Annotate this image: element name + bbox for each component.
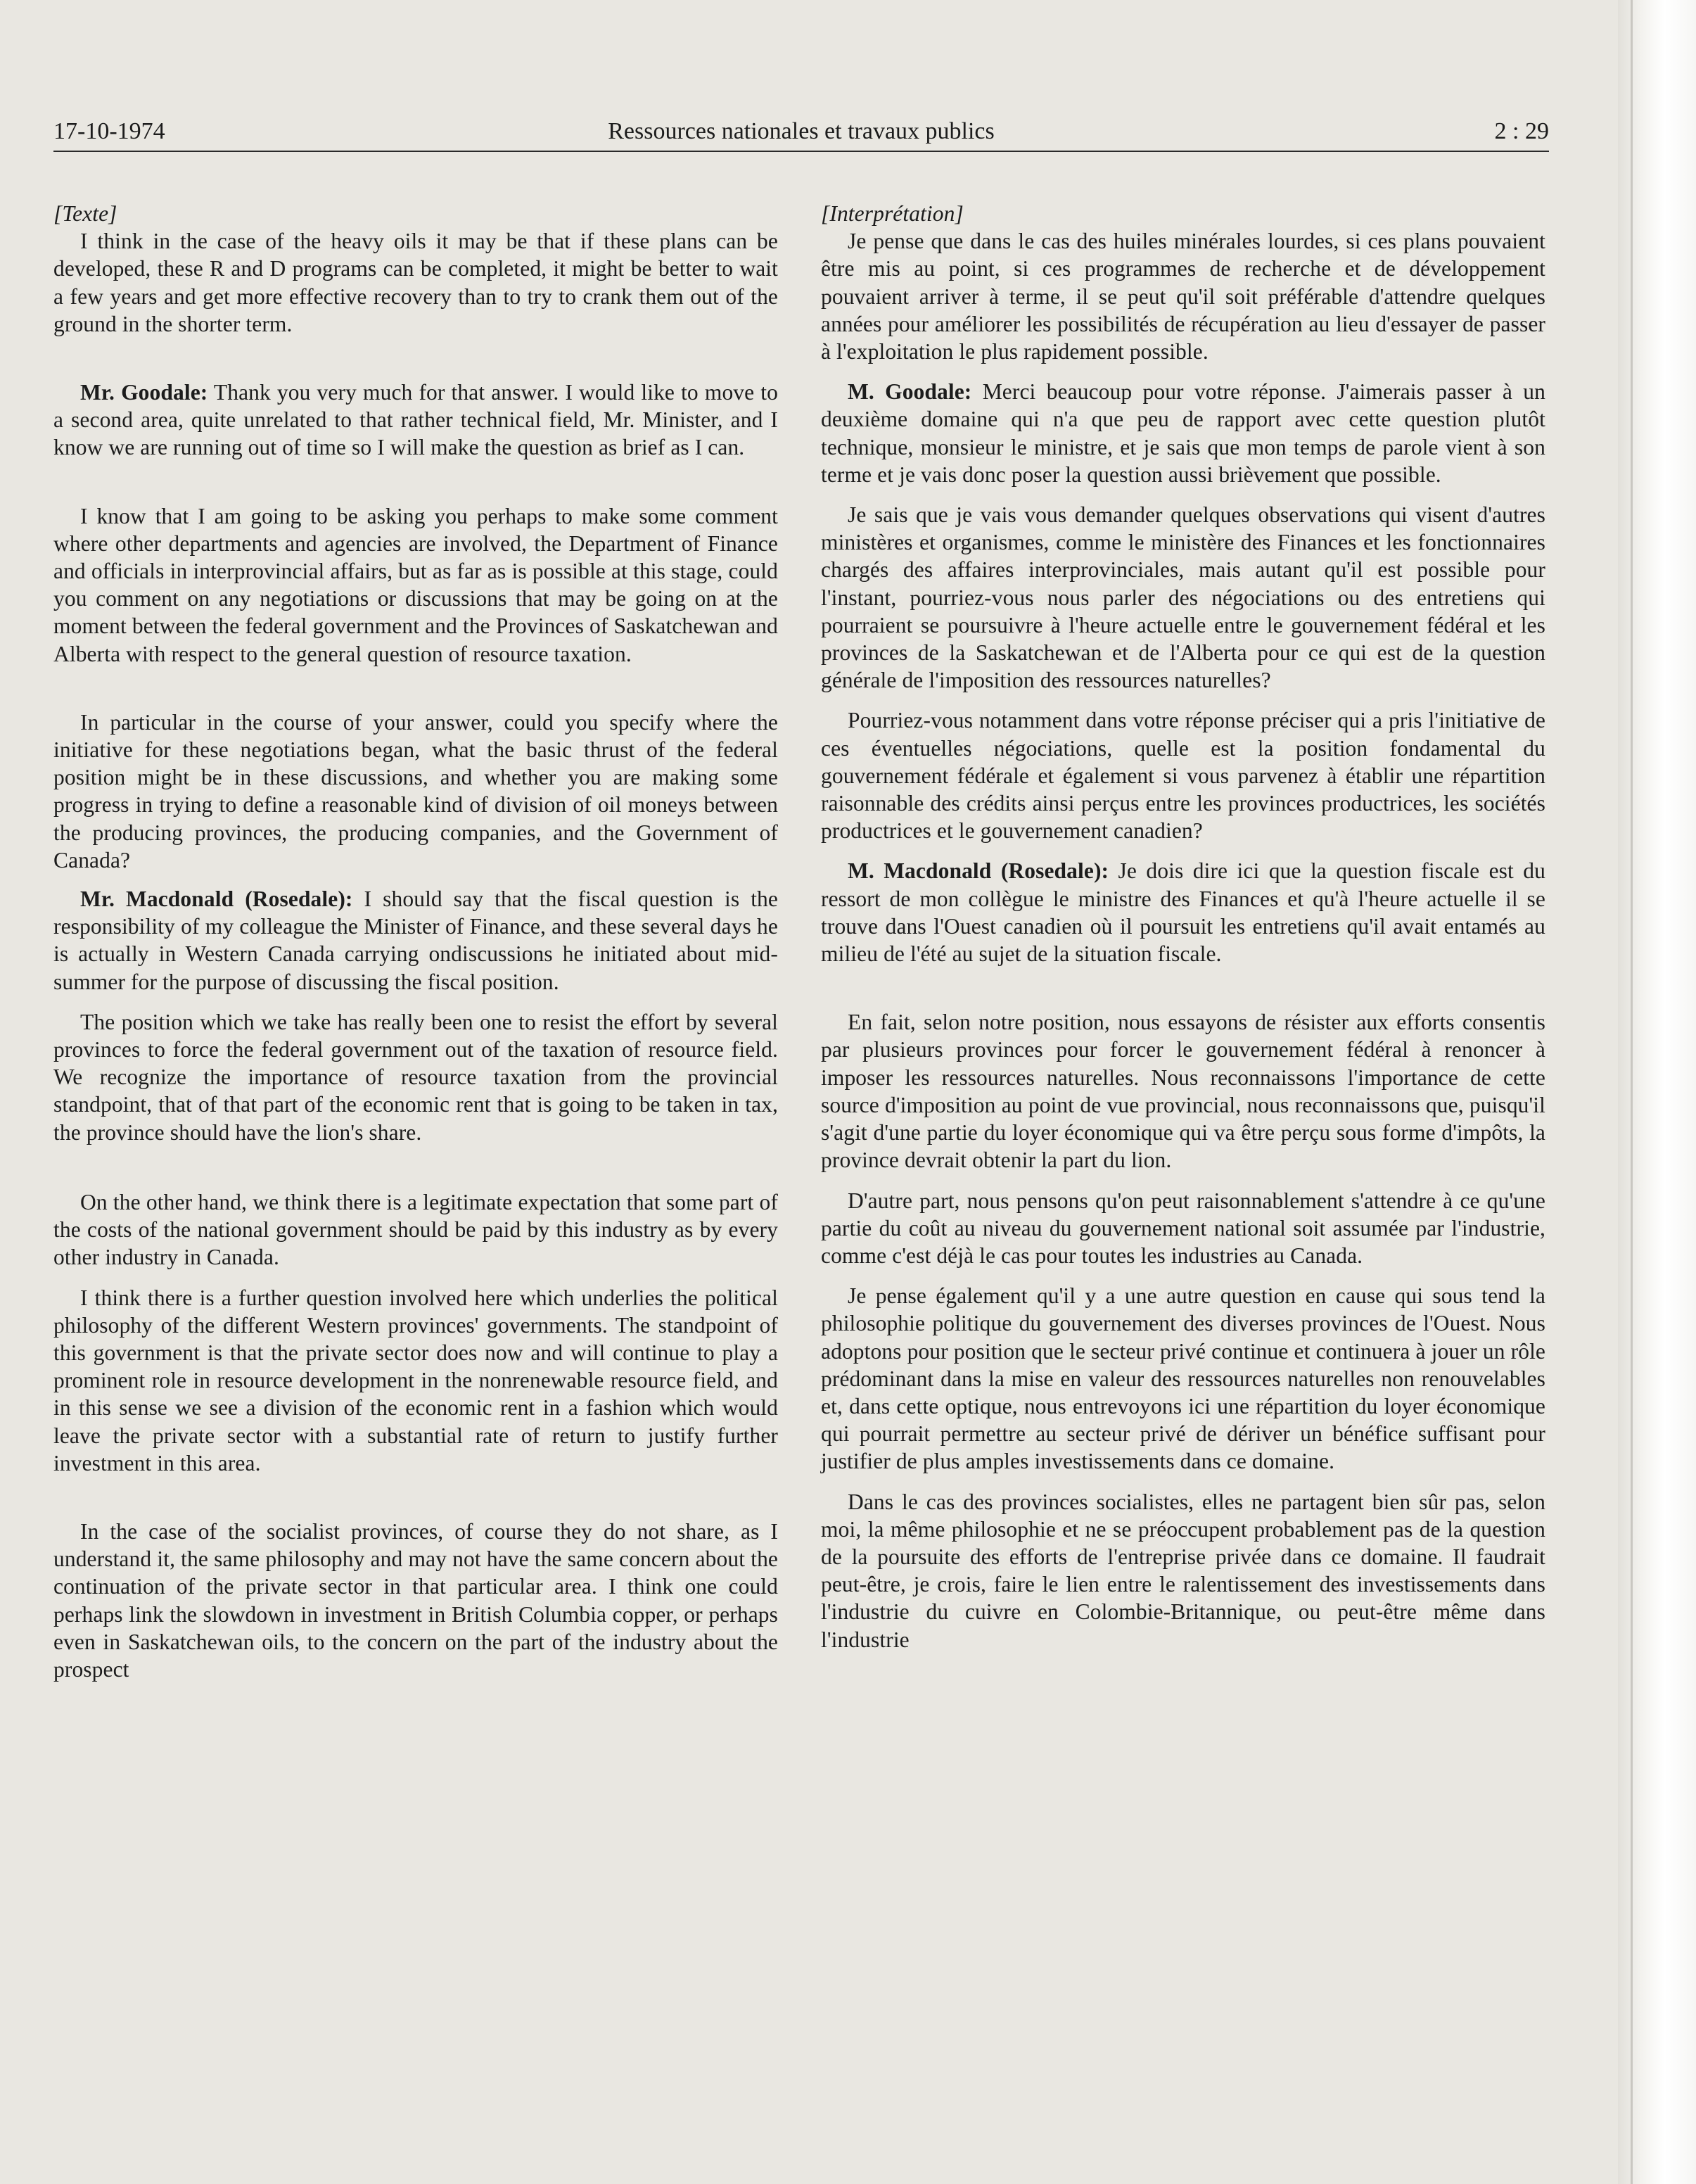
header-page-number: 2 : 29 bbox=[1494, 118, 1549, 144]
speaker-name: M. Macdonald (Rosedale): bbox=[848, 858, 1109, 884]
english-paragraph: In particular in the course of your answer, could you specify where the initiative for these negotiations began, what the basic thrust of the federal position might be in these discussions, and whether you are making some progress in trying to define a reasonable kind of division of oil moneys between the producing provinces, the producing companies, and the Government of Canada? bbox=[53, 709, 778, 872]
english-paragraph: I think there is a further question involved here which underlies the political philosophy of the different Western provinces' governments. The standpoint of this government is that the private sector does now and will continue to play a prominent role in resource development in the nonrenewable resource field, and in this sense we see a division of the economic rent in a fashion which would leave the private sector with a substantial rate of return to justify further investment in this area. bbox=[53, 1285, 778, 1475]
french-paragraph: D'autre part, nous pensons qu'on peut raisonnablement s'attendre à ce qu'une partie du coût au niveau du gouvernement national soit assumée par l'industrie, comme c'est déjà le cas pour toutes les industries au Canada. bbox=[821, 1188, 1545, 1268]
speaker-name: M. Goodale: bbox=[848, 379, 972, 405]
english-column bbox=[53, 200, 778, 1683]
page-edge-shadow bbox=[1631, 0, 1633, 2184]
french-paragraph: M. Macdonald (Rosedale): Je dois dire ici que la question fiscale est du ressort de mon collègue le ministre des Finances et qu'à l'heure actuelle il se trouve dans l'Ouest canadien où il poursuit les entretiens qu'il avait entamés au milieu de l'été au sujet de la situation fiscale. bbox=[821, 858, 1545, 967]
english-paragraph: The position which we take has really been one to resist the effort by several provinces to force the federal government out of the taxation of resource field. We recognize the importance of resource taxation from the provincial standpoint, that of that part of the economic rent that is going to be taken in tax, the province should have the lion's share. bbox=[53, 1009, 778, 1145]
english-label: [Texte] bbox=[53, 201, 117, 226]
english-paragraph: Mr. Goodale: Thank you very much for that answer. I would like to move to a second area, quite unrelated to that rather technical field, Mr. Minister, and I know we are running out of time so I will make the question as brief as I can. bbox=[53, 380, 779, 460]
english-paragraph: Mr. Macdonald (Rosedale): I should say that the fiscal question is the responsibility of my colleague the Minister of Finance, and these several days he is actually in Western Canada carrying ondiscussions he initiated about mid-summer for the purpose of discussing the fiscal position. bbox=[53, 887, 778, 994]
speaker-name: Mr. Macdonald (Rosedale): bbox=[80, 887, 353, 912]
header-rule bbox=[53, 151, 1549, 152]
french-paragraph: Dans le cas des provinces socialistes, elles ne partagent bien sûr pas, selon moi, la même philosophie et ne se préoccupent probablement pas de la question de la poursuite des efforts de l'entreprise privée dans ce domaine. Il faudrait peut-être, je crois, faire le lien entre le ralentissement des investissements dans l'industrie du cuivre en Colombie-Britannique, ou peut-être même dans l'industrie bbox=[821, 1489, 1545, 1652]
french-paragraph: M. Goodale: Merci beaucoup pour votre réponse. J'aimerais passer à un deuxième domaine qui n'a que peu de rapport avec cette question plutôt technique, monsieur le ministre, et je sais que mon temps de parole vient à son terme et je vais donc poser la question aussi brièvement que possible. bbox=[821, 379, 1545, 487]
french-label: [Interprétation] bbox=[821, 201, 964, 226]
header-date: 17-10-1974 bbox=[53, 118, 165, 144]
french-paragraph: Pourriez-vous notamment dans votre réponse préciser qui a pris l'initiative de ces éventuelles négociations, quelle est la position fondamental du gouvernement fédérale et également si vous parvenez à établir une répartition raisonnable des crédits ainsi perçus entre les provinces productrices, les sociétés productrices et le gouvernement canadien? bbox=[821, 708, 1545, 844]
french-paragraph: En fait, selon notre position, nous essayons de résister aux efforts consentis par plusieurs provinces pour forcer le gouvernement fédéral à renoncer à imposer les ressources naturelles. Nous reconnaissons l'importance de cette source d'imposition au point de vue provincial, nous reconnaissons que, puisqu'il s'agit d'une partie du loyer économique qui va être perçu sous forme d'impôts, la province devrait obtenir la part du lion. bbox=[821, 1010, 1545, 1173]
running-header bbox=[53, 118, 1549, 151]
french-paragraph: Je sais que je vais vous demander quelques observations qui visent d'autres ministères et organismes, comme le ministère des Finances et les fonctionnaires chargés des affaires interprovinciales, mais autant qu'il est possible pour l'instant, pourriez-vous nous parler des négociations ou des entretiens qui pourraient se poursuivre à l'heure actuelle entre le gouvernement fédéral et les provinces de la Saskatchewan et de l'Alberta pour ce qui est de la question générale de l'imposition des ressources naturelles? bbox=[821, 502, 1545, 693]
header-title: Ressources nationales et travaux publics bbox=[608, 118, 995, 144]
french-paragraph: Je pense également qu'il y a une autre question en cause qui sous tend la philosophie politique du gouvernement des diverses provinces de l'Ouest. Nous adoptons pour position que le secteur privé continue et continuera à jouer un rôle prédominant dans la mise en valeur des ressources naturelles non renouvelables et, dans cette optique, nous entrevoyons ici une répartition du loyer économique qui pourrait permettre au secteur privé de dériver un bénéfice suffisant pour justifier de plus amples investissements dans ce domaine. bbox=[821, 1283, 1545, 1474]
french-paragraph: Je pense que dans le cas des huiles minérales lourdes, si ces plans pouvaient être mis au point, si ces programmes de recherche et de développement pouvaient arriver à terme, il se peut qu'il soit préférable d'attendre quelques années pour améliorer les possibilités de récupération au lieu d'essayer de passer à l'exploitation le plus rapidement possible. bbox=[821, 229, 1545, 364]
speaker-name: Mr. Goodale: bbox=[80, 380, 208, 405]
english-paragraph: On the other hand, we think there is a legitimate expectation that some part of the costs of the national government should be paid by this industry as by every other industry in Canada. bbox=[53, 1189, 778, 1270]
english-paragraph: I think in the case of the heavy oils it may be that if these plans can be developed, these R and D programs can be completed, it might be better to wait a few years and get more effective recovery than to try to crank them out of the ground in the shorter term. bbox=[53, 229, 778, 336]
english-paragraph: In the case of the socialist provinces, of course they do not share, as I understand it, the same philosophy and may not have the same concern about the continuation of the private sector in that particular area. I think one could perhaps link the slowdown in investment in British Columbia copper, or perhaps even in Saskatchewan oils, to the concern on the part of the industry about the prospect bbox=[53, 1518, 778, 1682]
french-column bbox=[821, 200, 1545, 1653]
english-paragraph: I know that I am going to be asking you perhaps to make some comment where other departments and agencies are involved, the Department of Finance and officials in interprovincial affairs, but as far as is possible at this stage, could you comment on any negotiations or discussions that may be going on at the moment between the federal government and the Provinces of Saskatchewan and Alberta with respect to the general question of resource taxation. bbox=[53, 503, 778, 666]
page-edge bbox=[1618, 0, 1696, 2184]
